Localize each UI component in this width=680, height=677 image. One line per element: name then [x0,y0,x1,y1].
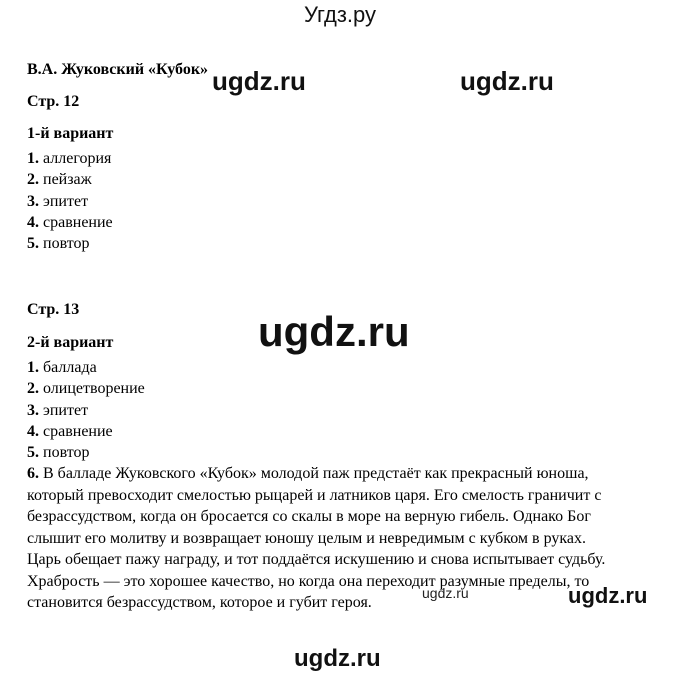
watermark: ugdz.ru [294,645,381,672]
item-number: 3. [27,192,39,210]
list-item [27,422,113,442]
item-number: 2. [27,171,39,189]
paragraph-line [27,592,647,614]
item-text: повтор [39,235,90,253]
variant-2-heading: 2-й вариант [27,334,114,351]
line-text: становится безрассудством, которое и губит героя. [27,594,372,611]
watermark: ugdz.ru [212,66,306,96]
site-title: Угдз.ру [303,2,377,27]
item-number: 2. [27,380,39,398]
item-number: 4. [27,213,39,231]
item-number: 1. [27,150,39,167]
item-text: эпитет [39,401,89,419]
list-item [27,192,88,212]
item-number: 4. [27,422,39,440]
watermark: ugdz.ru [568,583,648,608]
item-number: 1. [27,359,39,376]
list-item [27,379,145,399]
list-item [27,213,113,233]
item-text: эпитет [39,192,89,210]
line-text: Храбрость — это хорошее качество, но когда она переходит разумные пределы, то [27,572,590,590]
item-number: 5. [27,235,39,253]
line-text: безрассудством, когда он бросается со скалы в море на верную гибель. Однако Бог [27,508,591,525]
item-text: сравнение [39,213,113,231]
paragraph-line [27,571,647,593]
paragraph-line [27,485,647,507]
line-text: Царь обещает пажу награду, и тот поддаётся искушению и снова испытывает судьбу. [27,551,606,568]
line-text: который превосходит смелостью рыцарей и латников царя. Его смелость граничит с [27,486,602,504]
item-text: аллегория [39,150,112,167]
item-text: сравнение [39,422,113,440]
paragraph-line [27,506,647,528]
item-number: 5. [27,444,39,462]
list-item [27,149,111,169]
item-text: пейзаж [39,171,92,189]
item-text: повтор [39,444,90,462]
watermark: ugdz.ru [422,585,469,601]
paragraph-line [27,463,647,485]
answer-6-paragraph [27,463,647,614]
item-text: баллада [39,359,97,376]
item-number: 6. [27,465,39,482]
variant-1-heading: 1-й вариант [27,125,114,142]
list-item [27,358,97,378]
page-label-13: Стр. 13 [27,301,80,318]
paragraph-line [27,549,647,571]
paragraph-line [27,528,647,550]
watermark: ugdz.ru [460,66,554,96]
list-item [27,401,88,421]
list-item [27,234,90,254]
doc-title: В.А. Жуковский «Кубок» [27,61,209,78]
list-item [27,443,90,463]
list-item [27,170,92,190]
watermark: ugdz.ru [258,308,410,355]
item-text: олицетворение [39,380,145,398]
line-text: слышит его молитву и возвращает юношу целым и невредимым с кубком в руках. [27,529,587,547]
item-number: 3. [27,401,39,419]
line-text: В балладе Жуковского «Кубок» молодой паж предстаёт как прекрасный юноша, [39,465,589,482]
page-label-12: Стр. 12 [27,93,80,110]
